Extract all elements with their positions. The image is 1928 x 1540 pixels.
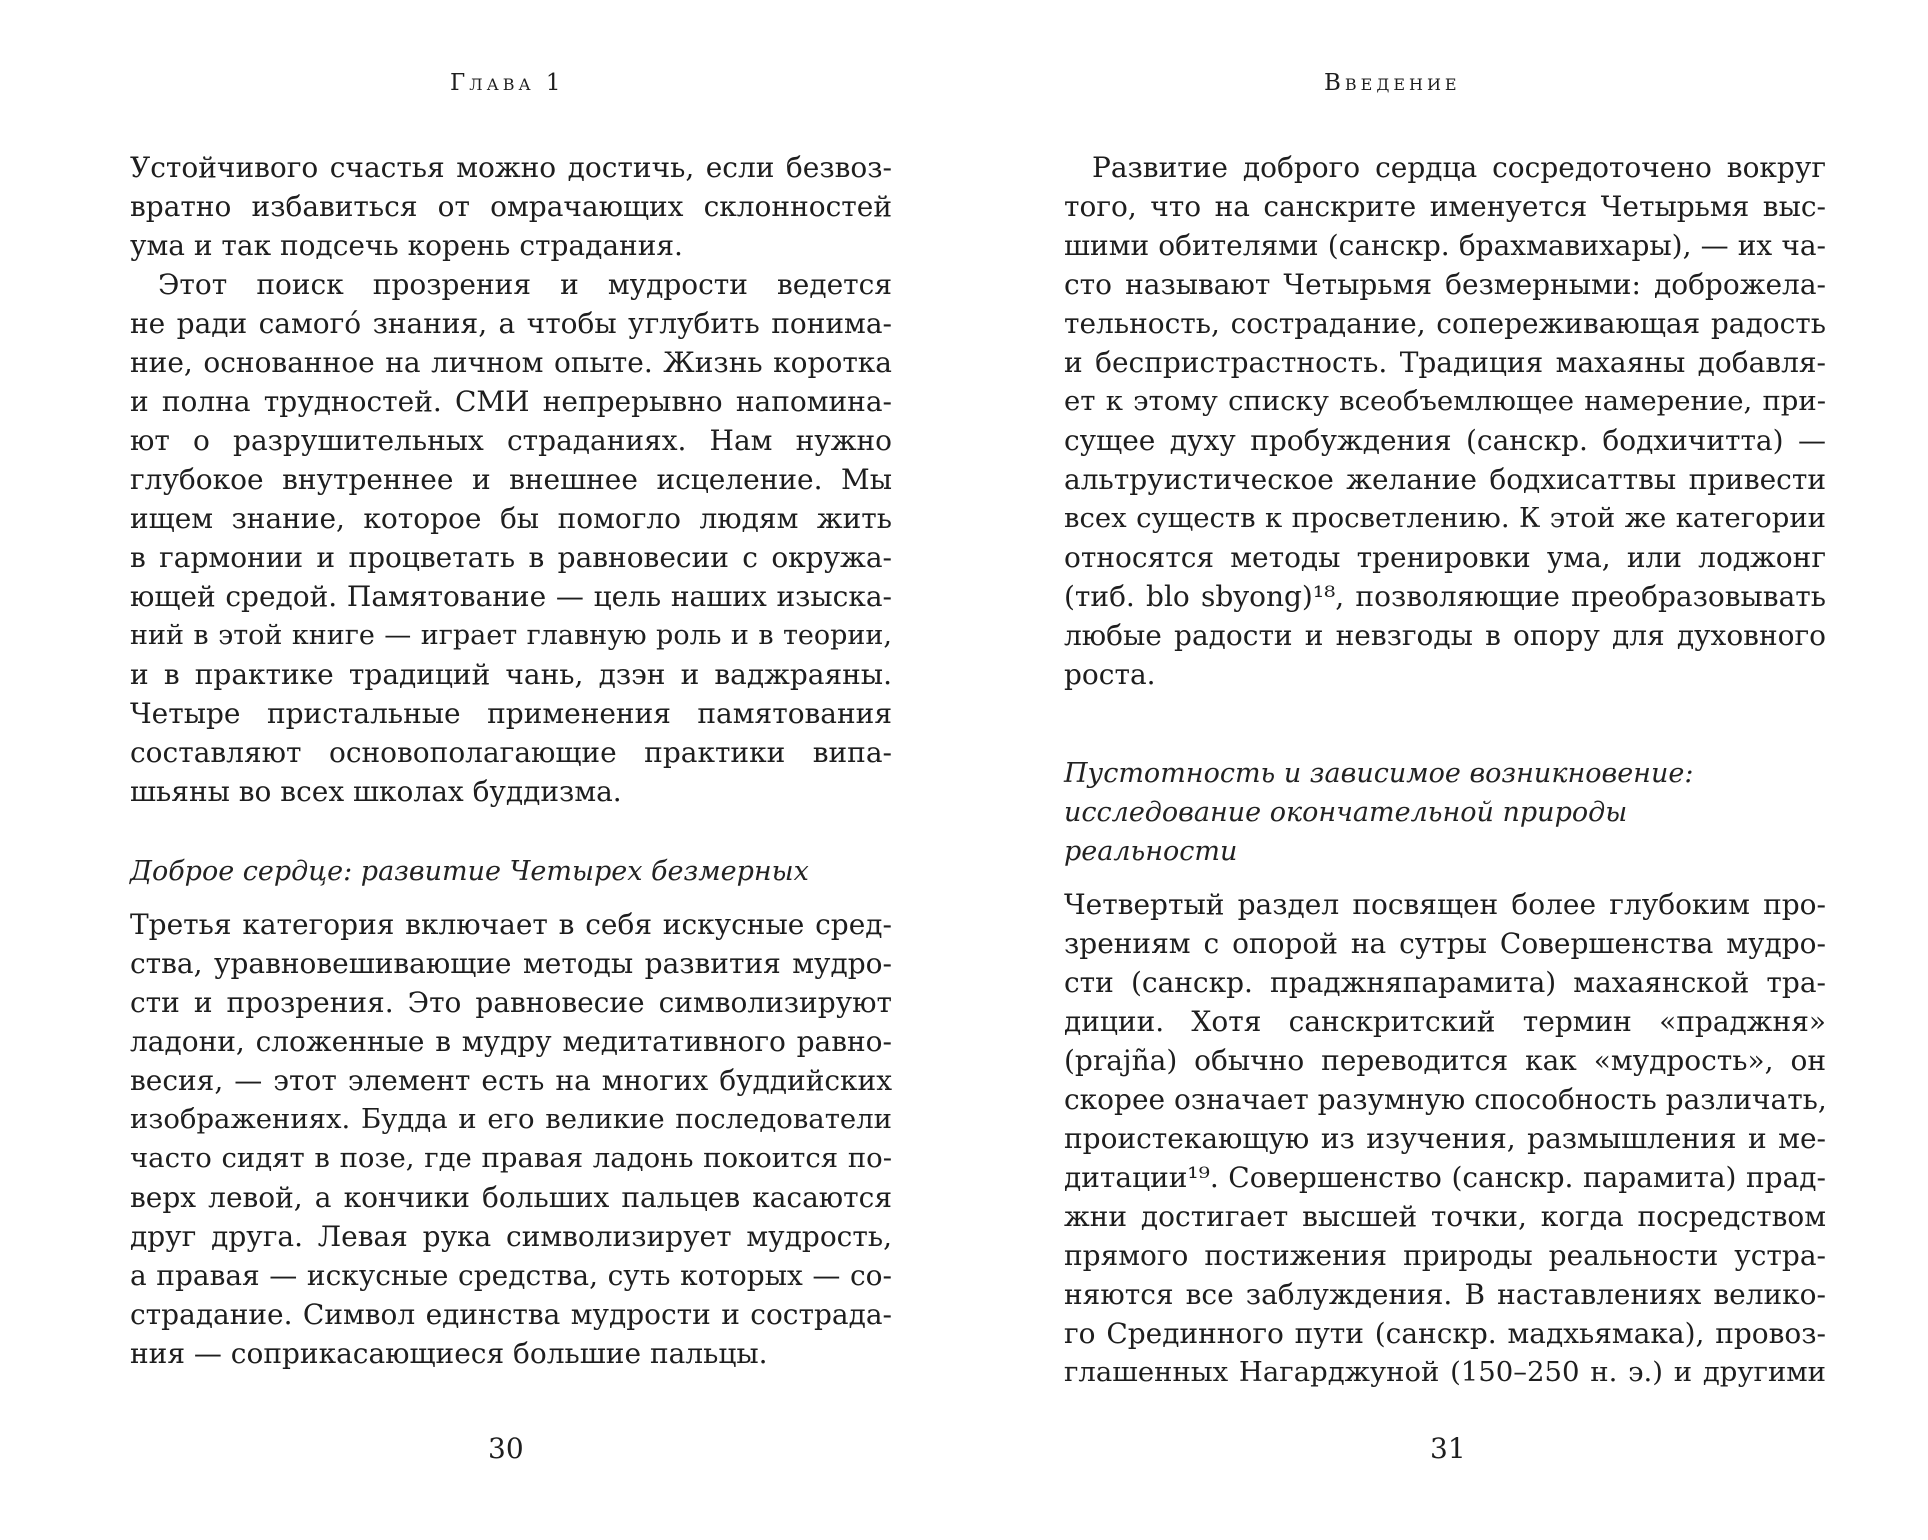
- text-line: сто называют Четырьмя безмерными: доброжела-: [1064, 268, 1826, 301]
- text-line: (тиб. blo sbyong)¹⁸, позволяющие преобразовывать: [1064, 580, 1826, 613]
- page-number: 30: [488, 1432, 524, 1465]
- text-line: весия, — этот элемент есть на многих буддийских: [130, 1064, 892, 1097]
- text-line: ладони, сложенные в мудру медитативного равно-: [130, 1025, 892, 1058]
- text-line: Устойчивого счастья можно достичь, если безвоз-: [130, 151, 892, 184]
- text-line: скорее означает разумную способность различать,: [1064, 1083, 1827, 1116]
- text-line: ния — соприкасающиеся большие пальцы.: [130, 1337, 768, 1370]
- text-line: того, что на санскрите именуется Четырьмя выс-: [1064, 190, 1826, 223]
- text-line: Четвертый раздел посвящен более глубоким про-: [1064, 888, 1826, 921]
- text-line: ние, основанное на личном опыте. Жизнь коротка: [130, 346, 892, 379]
- text-line: всех существ к просветлению. К этой же категории: [1064, 502, 1826, 534]
- text-line: прямого постижения природы реальности устра-: [1064, 1239, 1826, 1272]
- body-text: [1064, 148, 1826, 1392]
- page-number: 31: [1430, 1432, 1466, 1465]
- text-line: Этот поиск прозрения и мудрости ведется: [158, 268, 892, 301]
- text-line: тельность, сострадание, сопереживающая радость: [1064, 307, 1826, 340]
- text-line: Развитие доброго сердца сосредоточено вокруг: [1092, 151, 1826, 184]
- text-line: глашенных Нагарджуной (150–250 н. э.) и другими: [1064, 1356, 1826, 1388]
- text-line: верх левой, а кончики больших пальцев касаются: [130, 1181, 892, 1214]
- text-line: Четыре пристальные применения памятования: [130, 697, 892, 730]
- text-line: Третья категория включает в себя искусные сред-: [130, 908, 892, 941]
- text-line: ет к этому списку всеобъемлющее намерение, при-: [1064, 385, 1826, 417]
- text-line: и в практике традиций чань, дзэн и ваджраяны.: [130, 658, 892, 691]
- text-line: няются все заблуждения. В наставлениях велико-: [1064, 1278, 1826, 1311]
- text-line: глубокое внутреннее и внешнее исцеление. Мы: [130, 463, 892, 496]
- text-line: относятся методы тренировки ума, или лоджонг: [1064, 541, 1826, 574]
- text-line: альтруистическое желание бодхисаттвы привести: [1064, 463, 1826, 496]
- text-line: ства, уравновешивающие методы развития мудро-: [130, 947, 892, 980]
- text-line: дитации¹⁹. Совершенство (санскр. парамита) прад-: [1064, 1161, 1826, 1194]
- text-line: а правая — искусные средства, суть которых — со-: [130, 1259, 892, 1292]
- text-line: составляют основополагающие практики випа-: [130, 736, 892, 769]
- text-line: изображениях. Будда и его великие последователи: [130, 1103, 892, 1135]
- body-text: [130, 148, 892, 1373]
- text-line: шими обителями (санскр. брахмавихары), — их ча-: [1064, 229, 1826, 262]
- spacer: [1064, 871, 1826, 885]
- right-page: [964, 0, 1928, 1540]
- text-line: диции. Хотя санскритский термин «праджня»: [1064, 1005, 1826, 1038]
- text-line: роста.: [1064, 658, 1156, 691]
- section-heading: Пустотность и зависимое возникновение:: [1064, 758, 1694, 789]
- text-line: ют о разрушительных страданиях. Нам нужно: [130, 424, 892, 457]
- text-line: часто сидят в позе, где правая ладонь покоится по-: [130, 1142, 892, 1174]
- section-heading: исследование окончательной природы: [1064, 797, 1628, 828]
- spacer: [130, 891, 892, 905]
- text-line: и полна трудностей. СМИ непрерывно напомина-: [130, 385, 892, 418]
- spacer: [130, 811, 892, 852]
- text-line: шьяны во всех школах буддизма.: [130, 775, 622, 808]
- text-line: ющей средой. Памятование — цель наших изыска-: [130, 580, 892, 613]
- text-line: зрениям с опорой на сутры Совершенства мудро-: [1064, 927, 1826, 960]
- text-line: в гармонии и процветать в равновесии с окружа-: [130, 541, 892, 574]
- text-line: страдание. Символ единства мудрости и сострада-: [130, 1298, 892, 1331]
- text-line: любые радости и невзгоды в опору для духовного: [1064, 619, 1826, 652]
- text-line: сущее духу пробуждения (санскр. бодхичитта) —: [1064, 424, 1826, 457]
- text-line: го Срединного пути (санскр. мадхьямака), провоз-: [1064, 1317, 1826, 1350]
- section-heading: реальности: [1064, 836, 1238, 867]
- text-line: ищем знание, которое бы помогло людям жить: [130, 502, 892, 535]
- running-head: Глава 1: [450, 70, 565, 96]
- text-line: (prajña) обычно переводится как «мудрость», он: [1064, 1044, 1826, 1077]
- text-line: друг друга. Левая рука символизирует мудрость,: [130, 1220, 892, 1253]
- text-line: не ради самого́ знания, а чтобы углубить понима-: [130, 307, 892, 340]
- text-line: и беспристрастность. Традиция махаяны добавля-: [1064, 346, 1826, 379]
- text-line: сти и прозрения. Это равновесие символизируют: [130, 986, 892, 1019]
- text-line: проистекающую из изучения, размышления и ме-: [1064, 1122, 1826, 1155]
- text-line: вратно избавиться от омрачающих склонностей: [130, 190, 892, 223]
- text-line: жни достигает высшей точки, когда посредством: [1064, 1200, 1826, 1233]
- text-line: ума и так подсечь корень страдания.: [130, 229, 683, 262]
- section-heading: Доброе сердце: развитие Четырех безмерных: [130, 856, 809, 887]
- running-head: Введение: [1324, 70, 1461, 96]
- text-line: сти (санскр. праджняпарамита) махаянской тра-: [1064, 966, 1826, 999]
- text-line: ний в этой книге — играет главную роль и в теории,: [130, 620, 892, 651]
- spacer: [1064, 694, 1826, 754]
